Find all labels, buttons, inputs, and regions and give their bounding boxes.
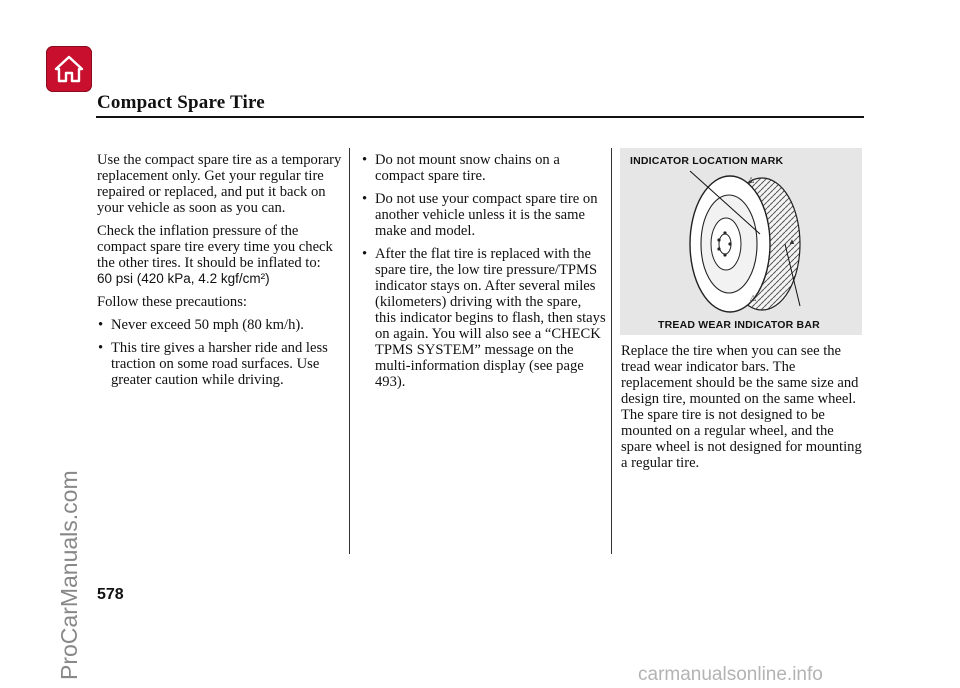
tread-wear-indicator-bar-label: TREAD WEAR INDICATOR BAR [658, 319, 820, 331]
svg-text:△: △ [750, 293, 757, 302]
bullet-dot: • [362, 152, 368, 168]
page-title: Compact Spare Tire [97, 92, 265, 113]
inflation-text: Check the inflation pressure of the compact spare tire every time you check the other tires. It should be inflated to: [97, 223, 333, 271]
bullet-dot: • [362, 246, 368, 262]
column-divider [611, 148, 612, 554]
title-rule [96, 116, 864, 118]
column-2 [361, 152, 606, 397]
bullet-dot: • [98, 340, 104, 356]
intro-paragraph: Use the compact spare tire as a temporary replacement only. Get your regular tire repaired or replaced, and put it back on your vehicle as soon as you can. [97, 152, 342, 216]
list-item [97, 317, 342, 333]
spare-tire-illustration [620, 148, 862, 335]
replacement-paragraph: Replace the tire when you can see the tread wear indicator bars. The replacement should be the same size and design tire, mounted on the same wheel. The spare tire is not designed to be mounted on a regular wheel, and the spare wheel is not designed for mounting a regular tire. [621, 343, 862, 471]
column-1 [97, 152, 342, 395]
list-item [97, 340, 342, 388]
column-divider [349, 148, 350, 554]
bullet-text: Do not use your compact spare tire on another vehicle unless it is the same make and model. [375, 191, 598, 239]
home-icon [53, 53, 85, 85]
indicator-location-mark-label: INDICATOR LOCATION MARK [630, 155, 784, 167]
page-number: 578 [97, 586, 124, 603]
spare-tire-figure [620, 148, 862, 335]
precautions-heading: Follow these precautions: [97, 294, 247, 310]
bullet-text: Never exceed 50 mph (80 km/h). [111, 317, 304, 333]
svg-text:▲: ▲ [788, 237, 796, 246]
list-item [361, 191, 606, 239]
list-item [361, 246, 606, 390]
bullet-text: After the flat tire is replaced with the spare tire, the low tire pressure/TPMS indicator stays on. After several miles (kilometers) driving with the spare, this indicator begins to flash, then stays on again. You will also see a “CHECK TPMS SYSTEM” message on the multi-information display (see page 493). [375, 246, 606, 390]
watermark-bottom: carmanualsonline.info [638, 664, 823, 685]
list-item [361, 152, 606, 184]
inflation-pressure: 60 psi (420 kPa, 4.2 kgf/cm²) [97, 271, 270, 286]
svg-text:△: △ [748, 175, 755, 184]
bullet-dot: • [98, 317, 104, 333]
inflation-paragraph [97, 223, 342, 287]
column-3 [621, 343, 866, 478]
watermark-left: ProCarManuals.com [56, 470, 82, 680]
bullet-dot: • [362, 191, 368, 207]
home-button[interactable] [46, 46, 92, 92]
bullet-text: Do not mount snow chains on a compact spare tire. [375, 152, 560, 184]
bullet-text: This tire gives a harsher ride and less traction on some road surfaces. Use greater caution while driving. [111, 340, 328, 388]
